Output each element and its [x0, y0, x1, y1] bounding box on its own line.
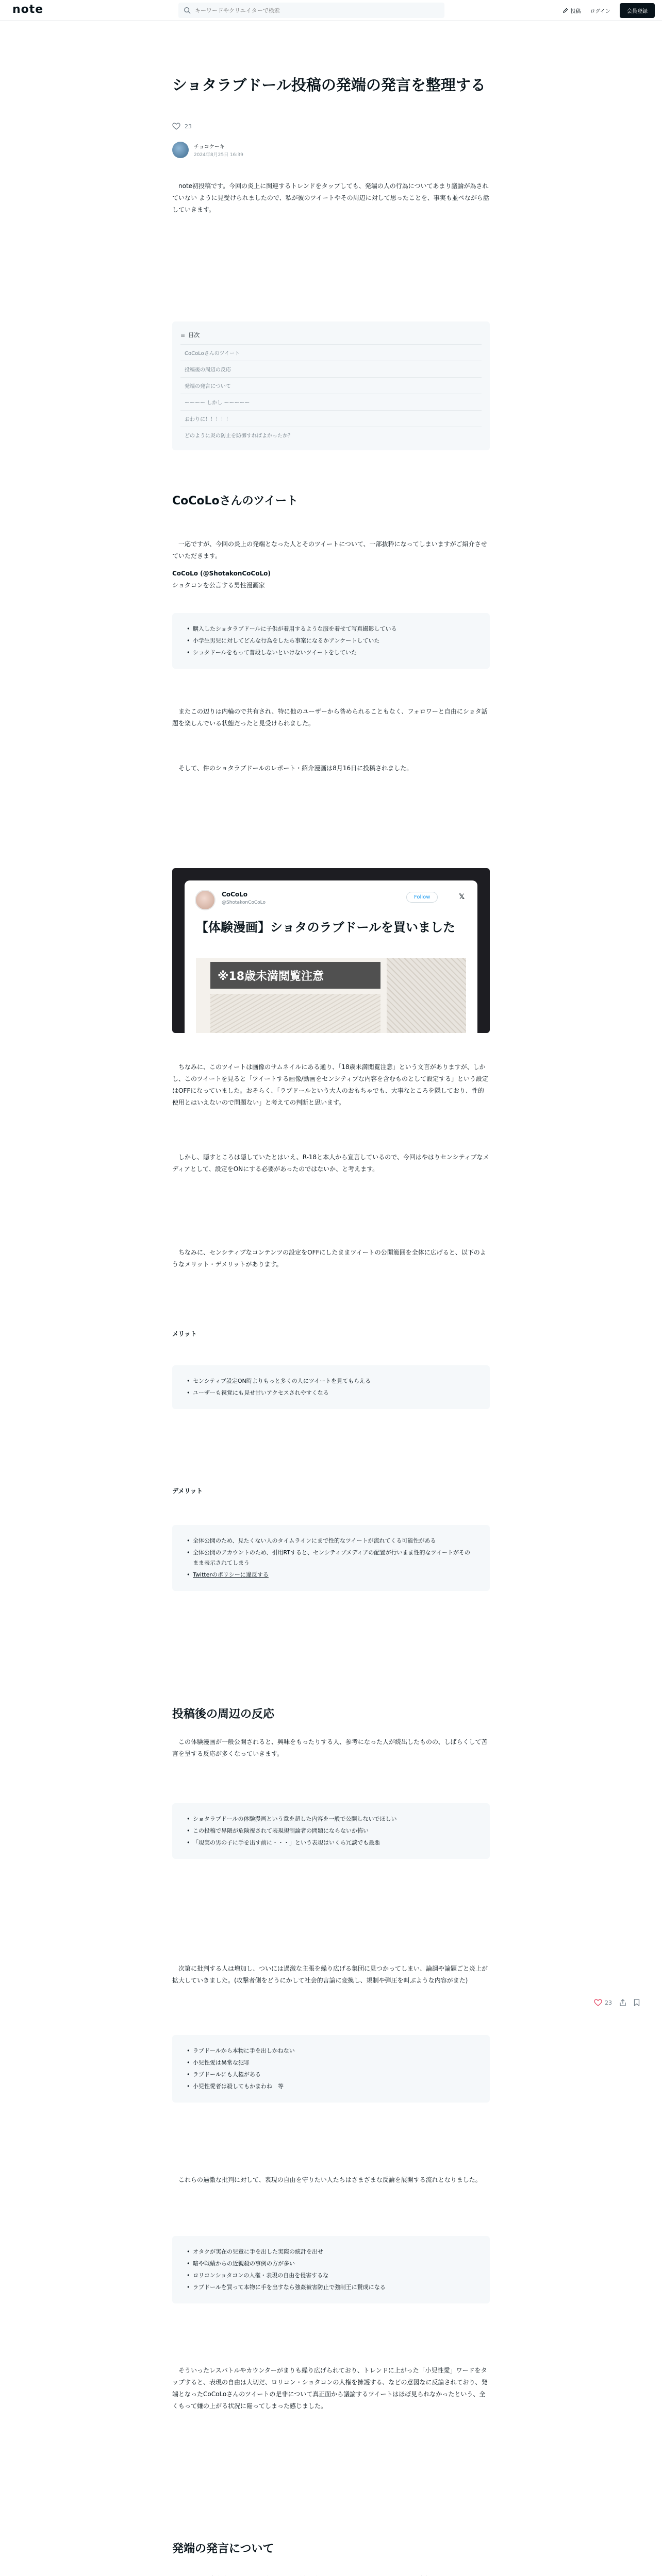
intro-text: note初投稿です。今回の炎上に関連するトレンドをタップしても、発端の人の行為についてあまり議論が為されていない ように見受けられましたので、私が彼のツイートやその周辺に対して思ったことを、事実も並べながら話していきます。: [172, 182, 489, 213]
toc-item[interactable]: CoCoLoさんのツイート: [180, 344, 482, 361]
floating-actions: [594, 1999, 640, 2006]
like-button[interactable]: [172, 123, 192, 130]
toc-item[interactable]: 発端の発言について: [180, 377, 482, 394]
login-link[interactable]: ログイン: [590, 9, 610, 14]
paragraph: [172, 2573, 490, 2576]
list-item: • ラブドールから本物に手を出しかねない: [187, 2046, 475, 2056]
list-item: • ラブドールにも人権がある: [187, 2070, 475, 2080]
intro-paragraph: [172, 180, 490, 216]
follow-button[interactable]: Follow: [406, 892, 438, 903]
table-of-contents: [172, 321, 490, 450]
list-item: • 暗や戦績からの近親殺の事例の方が多い: [187, 2259, 475, 2269]
paragraph: 一応ですが、今回の炎上の発端となった人とそのツイートについて、一部抜粋になってしまいますがご紹介させていただきます。: [172, 540, 487, 560]
paragraph: そういったレスバトルやカウンターがまりも繰り広げられており、トレンドに上がった「小児性愛」ワードをタップすると、表現の自由は大切だ、ロリコン・ショタコンの人権を擁護する、などの意図なに反論されており、発端となったCoCoLoさんのツイートの是非について真正面から議論するツイートはほぼ見られなかったという、全くもって嫌の上がる状況に陥ってしまった感じました。: [172, 2367, 488, 2410]
paragraph: これらの過激な批判に対して、表現の自由を守りたい人たちはさまざまな反論を展開する流れとなりました。: [172, 2176, 482, 2183]
list-item: • ラブドールを買って本物に手を出すなら強姦被害防止で強制王に賛成になる: [187, 2282, 475, 2293]
toc-toggle[interactable]: [180, 329, 482, 344]
paragraph: ちなみに、センシティブなコンテンツの設定をOFFにしたままツイートの公開範囲を全体に広げると、以下のようなメリット・デメリットがあります。: [172, 1249, 486, 1268]
list-item: • 「現実の男の子に手を出す前に・・・」という表現はいくら冗談でも最悪: [187, 1838, 475, 1848]
x-logo-icon[interactable]: 𝕏: [459, 893, 465, 901]
reaction-box: [172, 1803, 490, 1859]
list-item: • この投稿で界隈が危険視されて表現規制論者の問題にならないか怖い: [187, 1826, 475, 1836]
paragraph: そして、件のショタラブドールのレポート・紹介漫画は8月16日に投稿されました。: [172, 765, 413, 772]
list-item: • 全体公開のアカウントのため、引用RTすると、センシティブメディアの配置が行いまま性的なツイートがそのまま表示されてしまう: [187, 1548, 475, 1568]
section-heading: 投稿後の周辺の反応: [172, 1708, 275, 1721]
paragraph: この体験漫画が一般公開されると、興味をもったりする人、参考になった人が続出したものの、しばらくして苦言を呈する反応が多くなっていきます。: [172, 1738, 488, 1757]
share-icon[interactable]: [619, 1999, 626, 2006]
note-logo[interactable]: note: [12, 3, 44, 16]
paragraph-text: ちなみに、このツイートは画像のサムネイルにある通り、「18歳未満閲覧注意」という文言がありますが、しかし、このツイートを見ると「ツイートする画像/動画をセンシティブな内容を含むものとして設定する」という設定はOFFになっていました。おそらく、「ラブドールという大人のおもちゃでも、大事なところを隠しており、性的使用とはいえないので問題ない」と考えての判断と思います。: [172, 1063, 488, 1106]
tweet-author-name[interactable]: CoCoLo: [222, 891, 247, 898]
list-item: • 全体公開のため、見たくない人のタイムラインにまで性的なツイートが流れてくる可能性がある: [187, 1536, 475, 1546]
author-avatar[interactable]: [172, 142, 189, 158]
heart-icon: [594, 1999, 602, 2006]
paragraph: 次第に批判する人は増加し、ついには過激な主張を繰り広げる集団に見つかってしまい、論調や論題ごと炎上が拡大していきました。(攻撃者側をどうにかして社会的言論に変換し、規制や弾圧を叫ぶような内容がまた): [172, 1965, 488, 1984]
demerit-heading: デメリット: [172, 1487, 203, 1495]
like-count: 23: [185, 123, 192, 130]
toc-title: 目次: [188, 332, 200, 338]
list-item: • ショタドールをもって普段しないといけないツイートをしていた: [187, 648, 475, 658]
signup-button[interactable]: 会員登録: [620, 3, 655, 18]
toc-item[interactable]: 投稿後の周辺の反応: [180, 361, 482, 377]
list-item: • 小児性愛者は殺してもかまわね 等: [187, 2081, 475, 2092]
tweet-banner: ※18歳未満閲覧注意: [210, 962, 380, 989]
toc-item[interactable]: どのように炎の防止を防御すればよかったか？: [180, 427, 482, 443]
demerit-box: [172, 1525, 490, 1591]
pencil-icon: [562, 8, 568, 13]
merit-box: [172, 1365, 490, 1409]
account-desc: ショタコンを公言する男性漫画家: [172, 582, 265, 589]
manga-panel-image: [210, 994, 380, 1033]
list-item: • 購入したショタラブドールに子供が着用するような服を着せて写真撮影している: [187, 624, 475, 634]
list-item: • 小児性愛は異常な犯罪: [187, 2058, 475, 2068]
list-item: • ユーザーも視覚にも見せ甘いアクセスされやすくなる: [187, 1388, 475, 1398]
paragraph: しかし、隠すところは隠していたとはいえ、R-18と本人から宣言しているので、今回はやはりセンシティブなメディアとして、設定をONにする必要があったのではないか、と考えます。: [172, 1154, 489, 1173]
publish-date: 2024年8月25日 16:39: [194, 152, 243, 158]
top-header: [0, 0, 662, 21]
floating-like-count: 23: [605, 1999, 612, 2006]
list-item: • 小学生男児に対してどんな行為をしたら事案になるかアンケートしていた: [187, 636, 475, 646]
list-item: [187, 1570, 475, 1580]
info-box: [172, 613, 490, 669]
heart-icon: [172, 123, 180, 130]
tweet-text: 【体験漫画】ショタのラブドールを買いました: [196, 920, 456, 935]
merit-heading: メリット: [172, 1330, 197, 1337]
paragraph: [172, 1061, 490, 1109]
search-box[interactable]: [178, 3, 444, 18]
account-name: CoCoLo (@ShotakonCoCoLo): [172, 570, 271, 577]
rebuttal-box: [172, 2236, 490, 2303]
bookmark-icon[interactable]: [634, 1999, 640, 2006]
post-button[interactable]: [562, 7, 581, 14]
list-item: • ロリコンショタコンの人権・表現の自由を侵害するな: [187, 2270, 475, 2281]
tweet-avatar[interactable]: [195, 890, 216, 910]
article-title: ショタラブドール投稿の発端の発言を整理する: [172, 76, 486, 94]
toc-item[interactable]: おわりに！！！！！: [180, 410, 482, 427]
tweet-author-handle[interactable]: @ShotakonCoCoLo: [222, 900, 266, 905]
floating-like-button[interactable]: [594, 1999, 612, 2006]
manga-page-image: [387, 958, 466, 1033]
post-label: 投稿: [570, 9, 581, 14]
search-input[interactable]: [195, 7, 432, 14]
search-icon: [184, 7, 191, 14]
list-item: • ショタラブドールの体験漫画という意を超した内容を一般で公開しないでほしい: [187, 1814, 475, 1824]
list-icon: ≡: [180, 331, 186, 338]
criticism-box: [172, 2035, 490, 2103]
list-item: • センシティブ設定ON時よりもっと多くの人にツイートを見てもらえる: [187, 1376, 475, 1386]
embedded-tweet[interactable]: [172, 868, 490, 1033]
paragraph: またこの辺りは内輪ので共有され、特に他のユーザーから咎められることもなく、フォロワーと自由にショタ話題を楽しんでいる状態だったと見受けられました。: [172, 708, 488, 727]
tweet-image[interactable]: [196, 958, 466, 1033]
twitter-policy-link[interactable]: Twitterのポリシーに違反する: [193, 1571, 269, 1578]
section-heading: 発端の発言について: [172, 2543, 274, 2555]
list-item: • オタクが実在の児童に手を出した実際の統計を出せ: [187, 2247, 475, 2257]
author-name[interactable]: チョコケーキ: [194, 144, 225, 150]
toc-item[interactable]: ーーーー しかし ーーーーー: [180, 394, 482, 410]
author-block[interactable]: [172, 142, 243, 158]
section-heading: CoCoLoさんのツイート: [172, 495, 299, 507]
